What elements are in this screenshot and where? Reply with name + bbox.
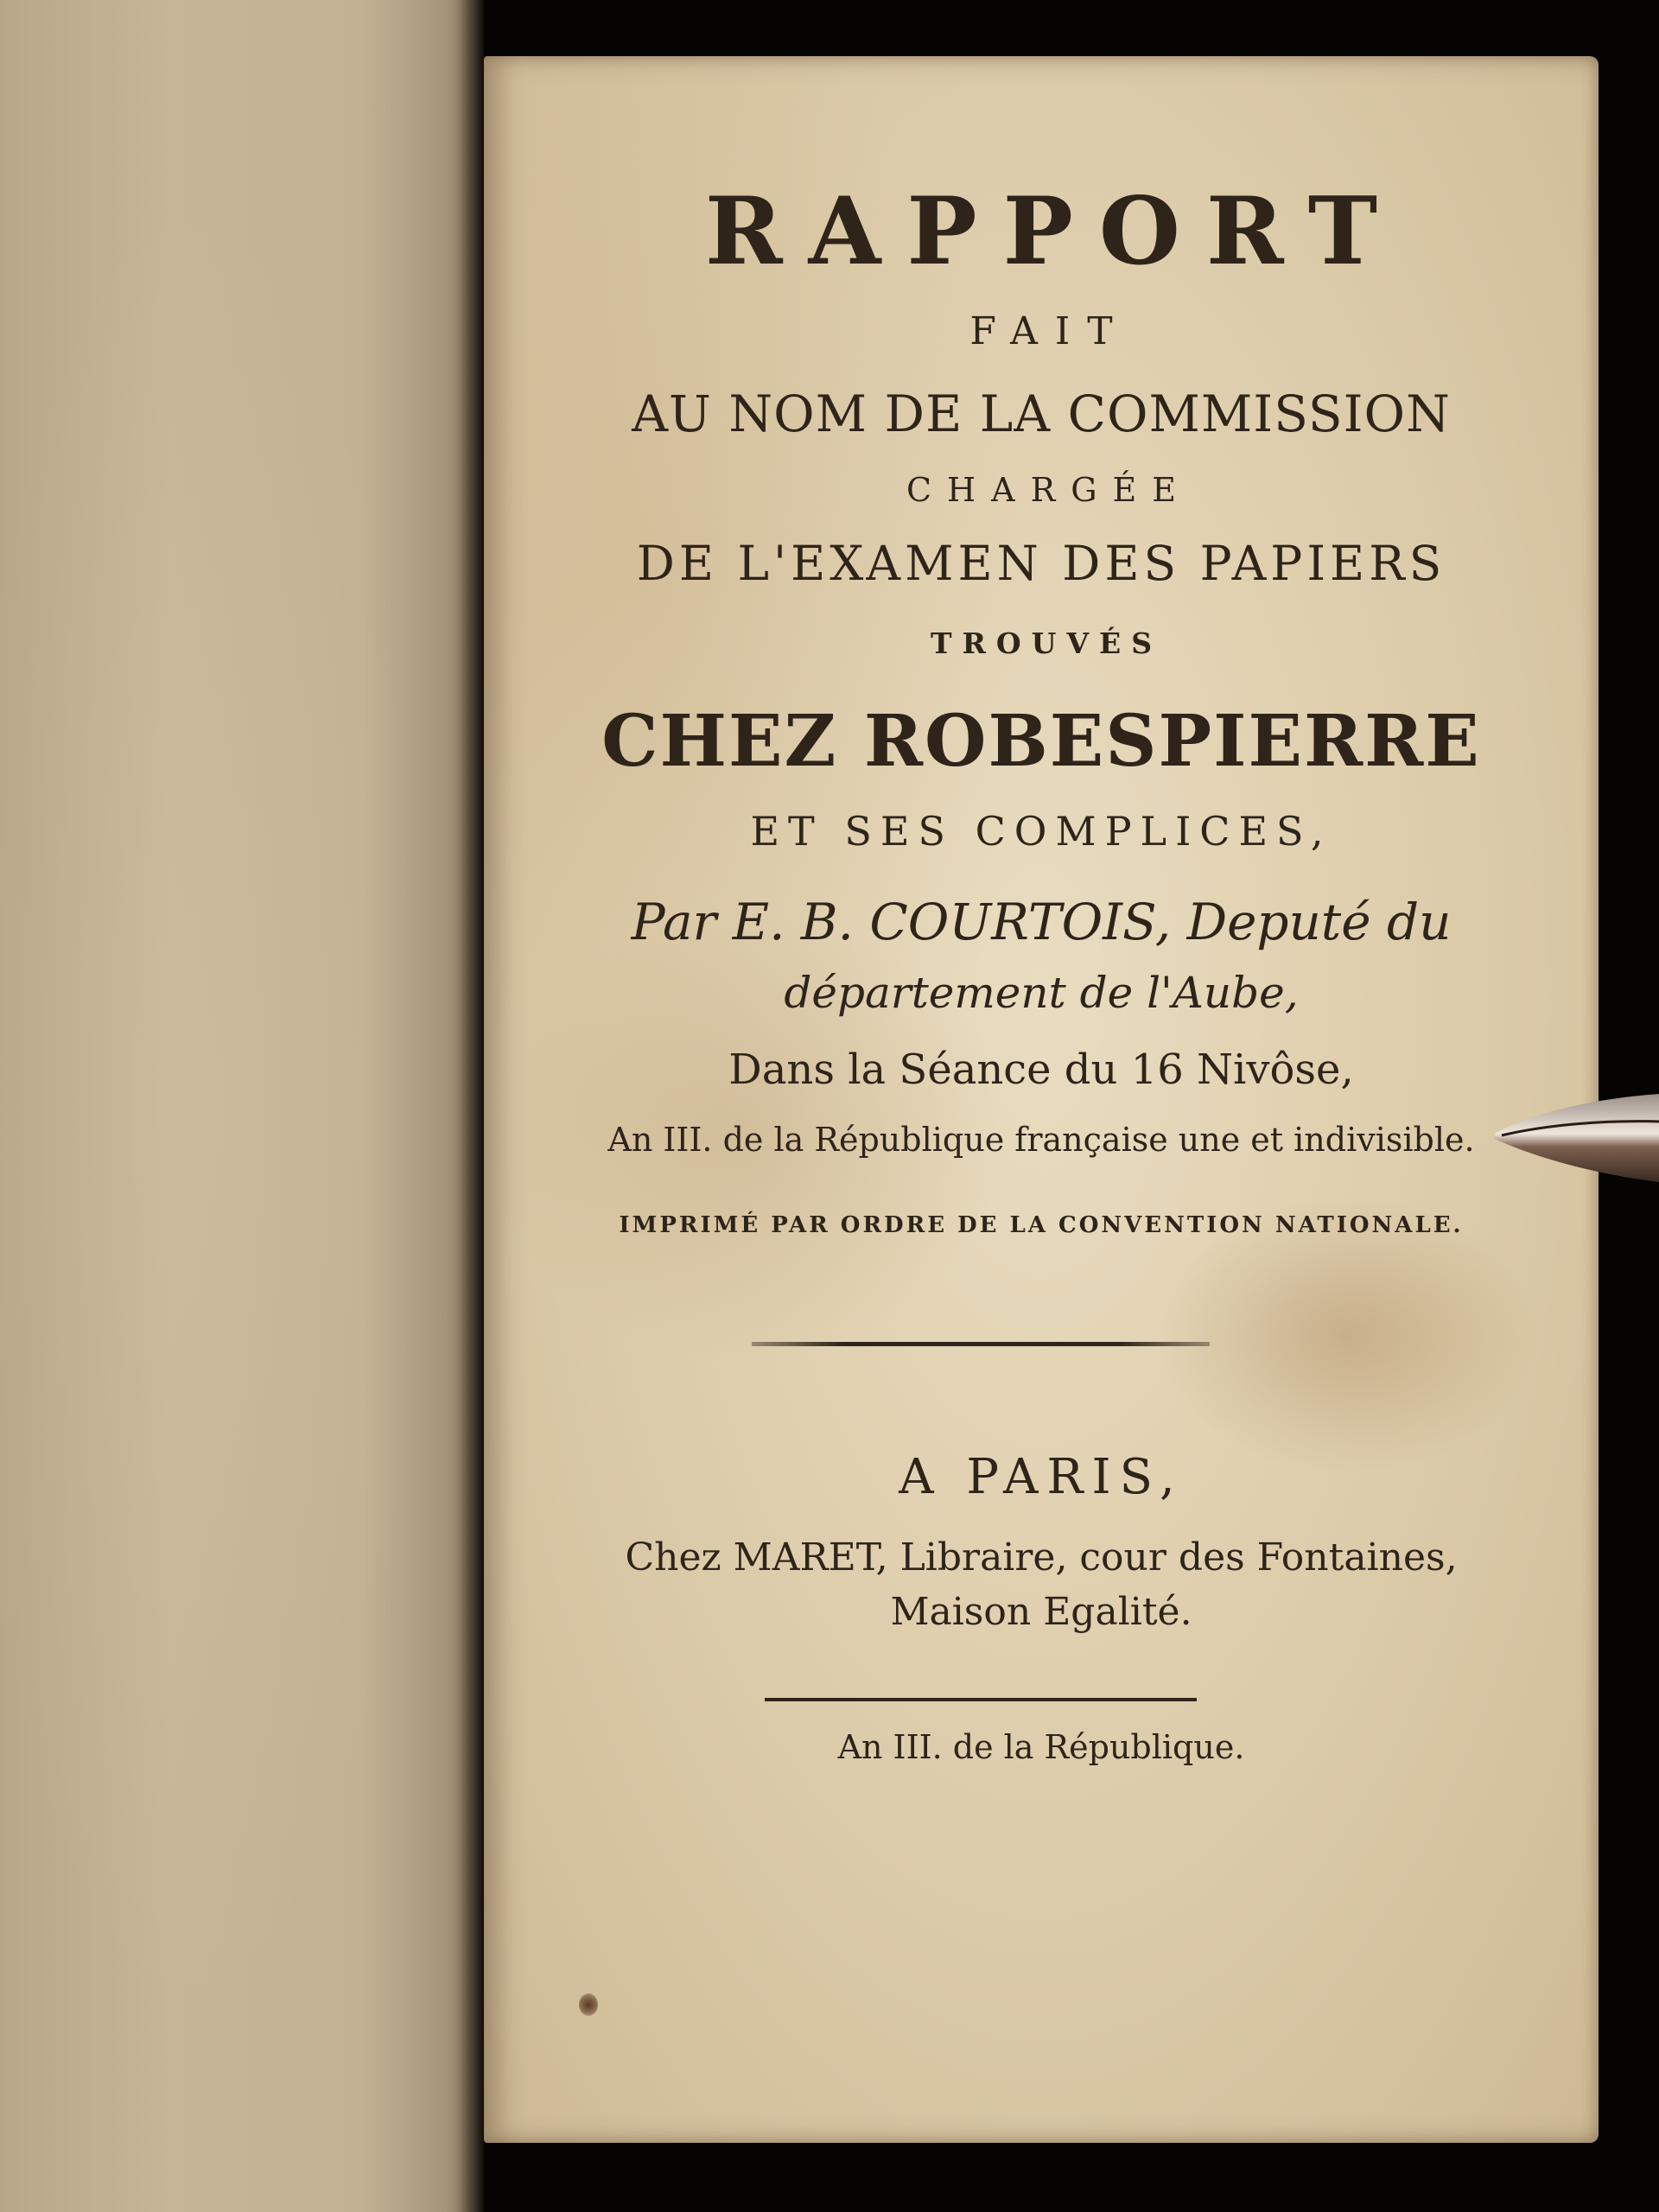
imprint-house: Maison Egalité. [890, 1590, 1192, 1634]
book-gutter [458, 0, 484, 2212]
republic-year-line: An III. de la République française une et indivisible. [607, 1121, 1475, 1159]
session-line: Dans la Séance du 16 Nivôse, [728, 1046, 1354, 1094]
ink-stain [579, 1993, 598, 2016]
title-line-trouves: TROUVÉS [930, 626, 1163, 660]
title-rapport: RAPPORT [704, 177, 1404, 286]
title-line-commission: AU NOM DE LA COMMISSION [632, 385, 1451, 443]
title-page [484, 56, 1599, 2143]
department-line: département de l'Aube, [784, 968, 1299, 1018]
imprint-year: An III. de la République. [837, 1728, 1245, 1766]
title-line-examen: DE L'EXAMEN DES PAPIERS [636, 536, 1446, 591]
printing-order-line: IMPRIMÉ PAR ORDRE DE LA CONVENTION NATIONALE. [619, 1212, 1464, 1238]
left-endpaper [0, 0, 484, 2212]
imprint-rule [765, 1698, 1197, 1701]
author-line: Par E. B. COURTOIS, Deputé du [631, 893, 1452, 951]
title-line-complices: ET SES COMPLICES, [750, 808, 1332, 855]
imprint-city: A PARIS, [899, 1449, 1184, 1505]
bookmark-clip-icon [1493, 1090, 1659, 1185]
title-line-robespierre: CHEZ ROBESPIERRE [601, 700, 1481, 783]
title-line-fait: FAIT [969, 309, 1130, 353]
ornamental-rule [752, 1342, 1210, 1346]
title-line-chargee: CHARGÉE [906, 471, 1192, 509]
imprint-publisher: Chez MARET, Libraire, cour des Fontaines, [625, 1535, 1458, 1580]
